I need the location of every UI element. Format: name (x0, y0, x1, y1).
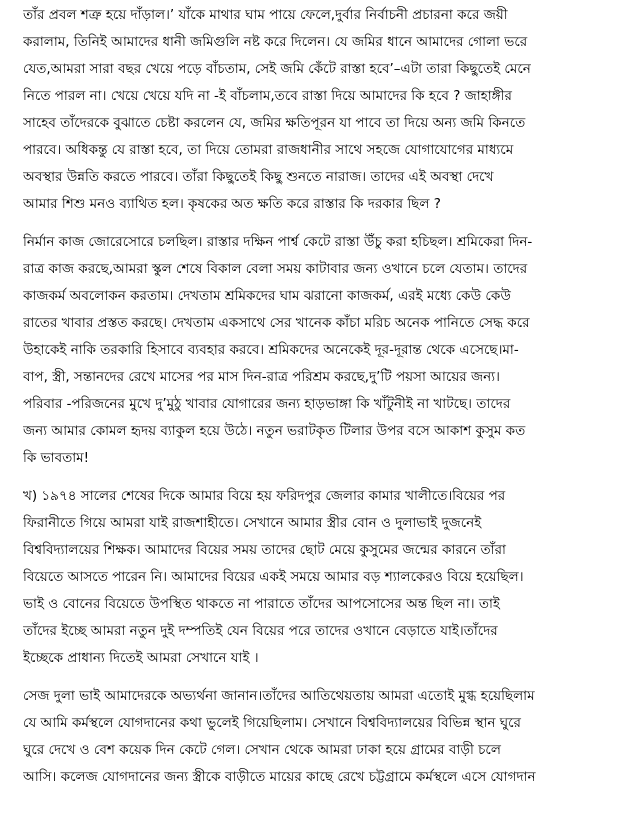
text-line: রাত্র কাজ করছে,আমরা স্কুল শেষে বিকাল বেলা সময় কাটাবার জন্য ওখানে চলে যেতাম। তাদের (23, 261, 528, 277)
text-line: যেত,আমরা সারা বছর খেয়ে পড়ে বাঁচতাম, সেই জমি কেঁটে রাস্তা হবে’–এটা তারা কিছুতেই মেনে (23, 61, 531, 77)
text-line: ঘুরে দেখে ও বেশ কয়েক দিন কেটে গেল। সেখান থেকে আমরা ঢাকা হয়ে গ্রামের বাড়ী চলে (23, 742, 501, 758)
text-line: পারবে। অধিকন্তু যে রাস্তা হবে, তা দিয়ে তোমরা রাজধানীর সাথে সহজে যোগাযোগের মাধ্যমে (23, 142, 514, 158)
paragraph-2 (23, 229, 629, 472)
paragraph-4 (23, 683, 629, 791)
paragraph-gap (23, 472, 629, 483)
text-line: ভাই ও বোনের বিয়েতে উপস্থিত থাকতে না পারাতে তাঁদের আপসোসের অন্ত ছিল না। তাই (23, 596, 500, 612)
text-line: ফিরানীতে গিয়ে আমরা যাই রাজশাহীতে। সেখানে আমার স্ত্রীর বোন ও দুলাভাই দুজনেই (23, 515, 482, 531)
text-line: আসি। কলেজ যোগদানের জন্য স্ত্রীকে বাড়ীতে মায়ের কাছে রেখে চট্টগ্রামে কর্মস্থলে এসে যোগদান (23, 769, 536, 785)
text-line: নির্মান কাজ জোরেসোরে চলছিল। রাস্তার দক্ষিন পার্শ্ব কেটে রাস্তা উঁচু করা হচিছল। শ্রমিকেরা দিন- (23, 234, 533, 250)
text-line: অবস্থার উন্নতি করতে পারবে। তাঁরা কিছুতেই কিছু শুনতে নারাজ। তাদের এই অবস্থা দেখে (23, 169, 494, 185)
text-line: সাহেব তাঁদেরকে বুঝাতে চেষ্টা করলেন যে, জমির ক্ষতিপূরন যা পাবে তা দিয়ে অন্য জমি কিনতে (23, 115, 526, 131)
text-line: তাঁর প্রবল শত্রু হয়ে দাঁড়াল।’ যাঁকে মাথার ঘাম পায়ে ফেলে,দুর্বার নির্বাচনী প্রচারনা করে জয়ী (23, 7, 508, 23)
text-line: করালাম, তিনিই আমাদের ধানী জমিগুলি নষ্ট করে দিলেন। যে জমির ধানে আমাদের গোলা ভরে (23, 34, 528, 50)
text-line: আমার শিশু মনও ব্যাথিত হল। কৃষকের অত ক্ষতি করে রাস্তার কি দরকার ছিল ? (23, 196, 441, 212)
text-line: বিশ্ববিদ্যালয়ের শিক্ষক। আমাদের বিয়ের সময় তাদের ছোট মেয়ে কুসুমের জন্মের কারনে তাঁরা (23, 542, 506, 558)
text-line: বাপ, স্ত্রী, সন্তানদের রেখে মাসের পর মাস দিন-রাত্র পরিশ্রম করছে,দু’টি পয়সা আয়ের জন্য। (23, 369, 500, 385)
paragraph-1 (23, 2, 629, 218)
text-line: সেজ দুলা ভাই আমাদেরকে অভ্যর্থনা জানান।তাঁদের আতিথেয়তায় আমরা এতোই মুগ্ধ হয়েছিলাম (23, 688, 535, 704)
paragraph-gap (23, 672, 629, 683)
text-line: তাঁদের ইচ্ছে আমরা নতুন দুই দম্পতিই যেন বিয়ের পরে তাদের ওখানে বেড়াতে যাই।তাঁদের (23, 623, 498, 639)
text-line: জন্য আমার কোমল হৃদয় ব্যাকুল হয়ে উঠে। নতুন ভরাটকৃত টিলার উপর বসে আকাশ কুসুম কত (23, 423, 526, 439)
text-line: রাতের খাবার প্রস্তত করছে। দেখতাম একসাথে সের খানেক কাঁচা মরিচ অনেক পানিতে সেদ্ধ করে (23, 315, 530, 331)
text-line: যে আমি কর্মস্থলে যোগদানের কথা ভুলেই গিয়েছিলাম। সেখানে বিশ্ববিদ্যালয়ের বিভিন্ন স্থান ঘুরে (23, 715, 521, 731)
paragraph-3 (23, 483, 629, 672)
text-line: ইচ্ছেকে প্রাধান্য দিতেই আমরা সেখানে যাই । (23, 650, 259, 666)
text-line: নিতে পারল না। খেয়ে খেয়ে যদি না -ই বাঁচলাম,তবে রাস্তা দিয়ে আমাদের কি হবে ? জাহাঙ্গীর (23, 88, 512, 104)
paragraph-gap (23, 218, 629, 229)
text-line: পরিবার -পরিজনের মুখে দু’মুঠু খাবার যোগারের জন্য হাড়ভাঙ্গা কি খাঁটুনীই না খাটছে। তাদের (23, 396, 511, 412)
text-line: কাজকর্ম অবলোকন করতাম। দেখতাম শ্রমিকদের ঘাম ঝরানো কাজকর্ম, এরই মধ্যে কেউ কেউ (23, 288, 511, 304)
text-line: খ) ১৯৭৪ সালের শেষের দিকে আমার বিয়ে হয় ফরিদপুর জেলার কামার খালীতে।বিয়ের পর (23, 488, 506, 504)
text-line: বিয়েতে আসতে পারেন নি। আমাদের বিয়ের একই সময়ে আমার বড় শ্যালকেরও বিয়ে হয়েছিল। (23, 569, 524, 585)
text-line: কি ভাবতাম! (23, 450, 90, 466)
text-line: উহাকেই নাকি তরকারি হিসাবে ব্যবহার করবে। শ্রমিকদের অনেকেই দূর-দূরান্ত থেকে এসেছে।মা- (23, 342, 519, 358)
